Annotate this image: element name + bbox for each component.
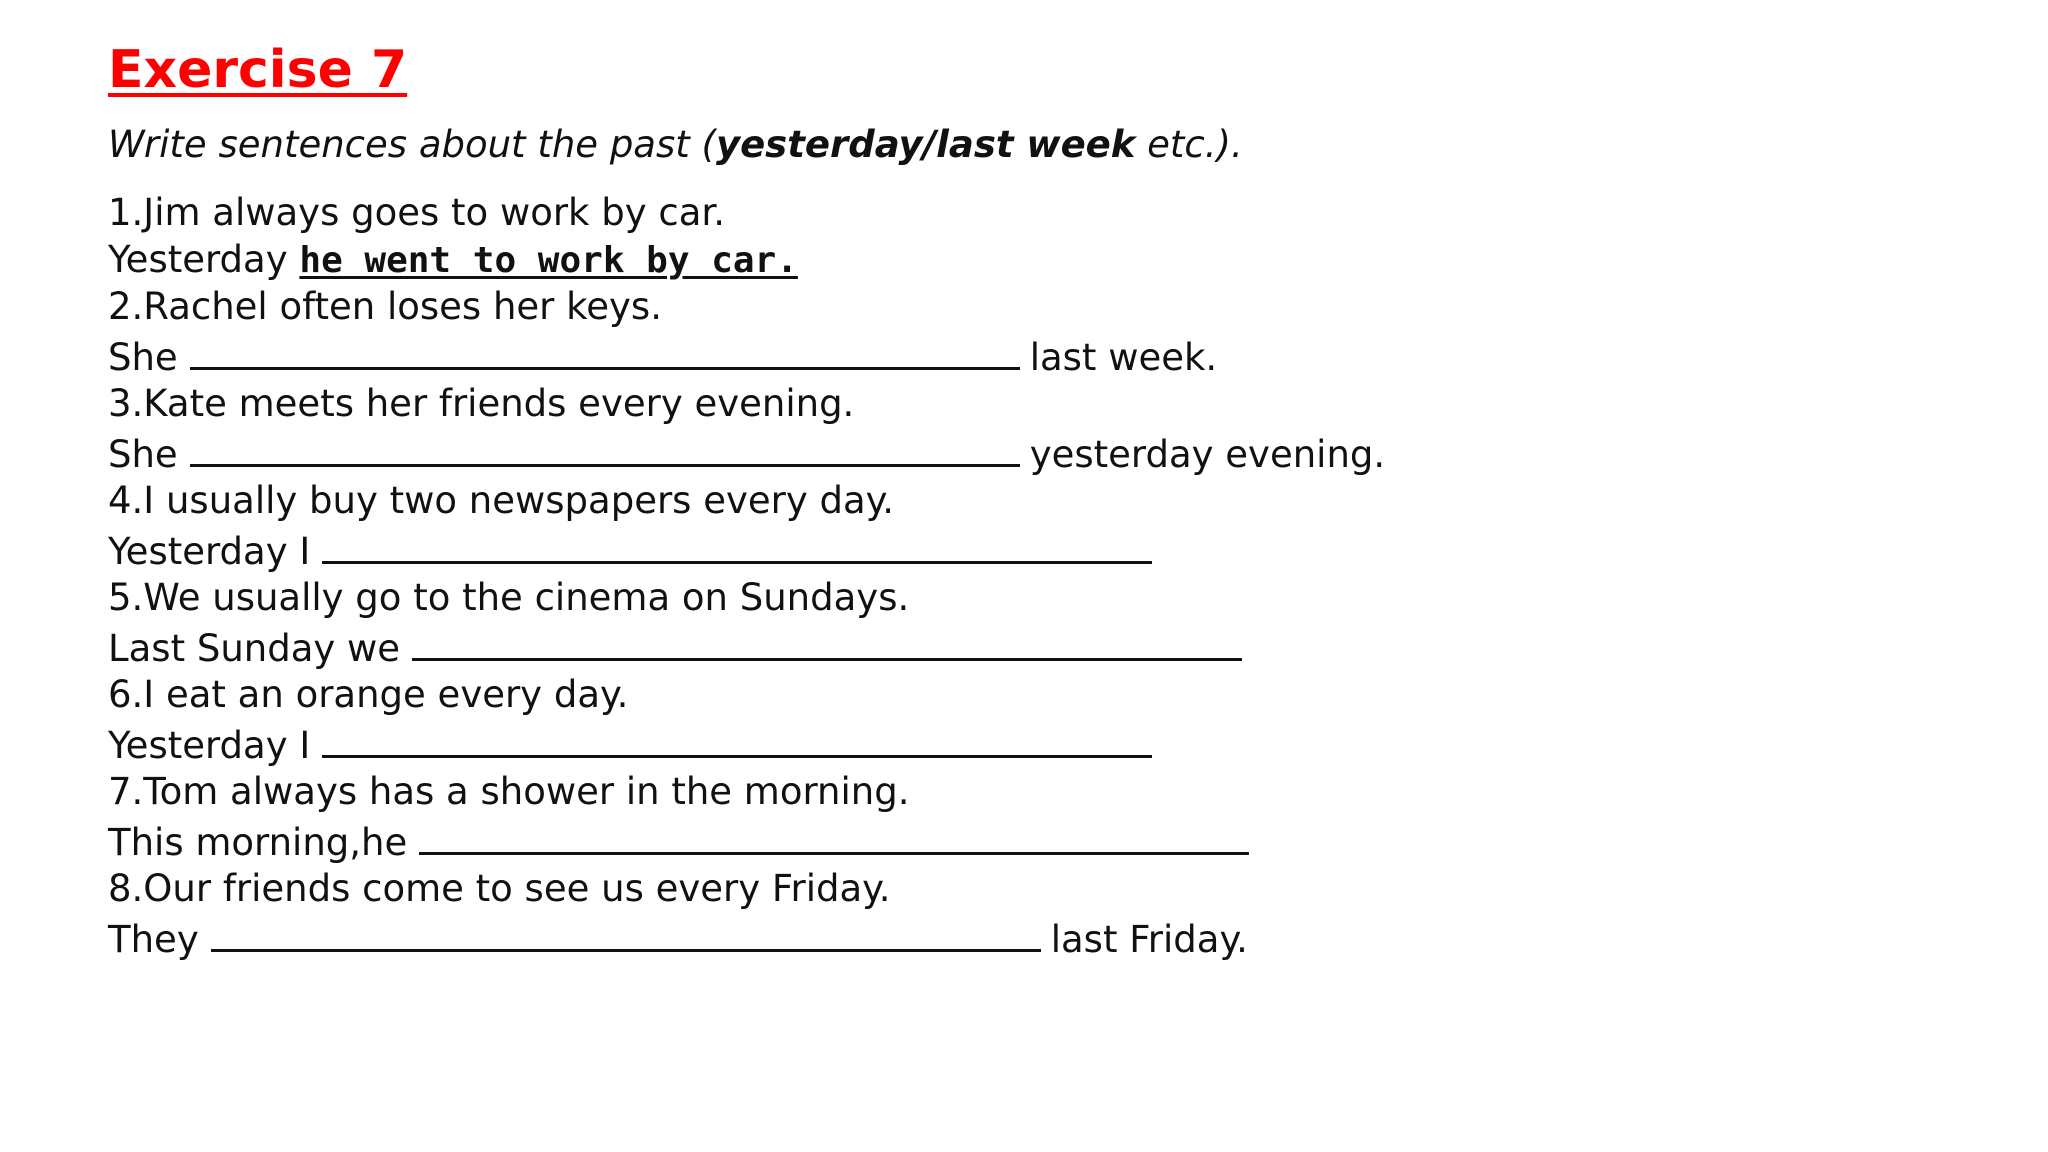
exercise-title: Exercise 7: [108, 40, 408, 100]
item-3-prompt: 3.Kate meets her friends every evening.: [108, 382, 855, 425]
item-2-answer-blank[interactable]: [190, 331, 1020, 370]
exercise-slide: [108, 36, 1988, 963]
item-7-answer-blank[interactable]: [419, 816, 1249, 855]
item-3-answer-blank[interactable]: [190, 428, 1020, 467]
item-1-example-answer: he went to work by car.: [299, 239, 798, 281]
item-5-answer-blank[interactable]: [412, 622, 1242, 661]
instruction-prefix: Write sentences about the past (: [108, 123, 716, 166]
item-7-prompt: 7.Tom always has a shower in the morning.: [108, 770, 910, 813]
item-1-prompt: 1.Jim always goes to work by car.: [108, 191, 725, 234]
item-1-lead: Yesterday: [108, 237, 300, 281]
item-8-prompt: 8.Our friends come to see us every Friday.: [108, 867, 891, 910]
item-6-prompt: 6.I eat an orange every day.: [108, 673, 629, 716]
item-8-answer-blank[interactable]: [211, 913, 1041, 952]
item-6-answer-line: [108, 719, 1988, 770]
item-4-lead: Yesterday I: [108, 529, 311, 573]
item-3-lead: She: [108, 432, 178, 476]
item-3-answer-line: [108, 428, 1988, 479]
item-1-answer-line: [108, 237, 1988, 285]
instruction-emphasis: yesterday/last week: [715, 123, 1136, 166]
item-6-lead: Yesterday I: [108, 723, 311, 767]
item-4-answer-line: [108, 525, 1988, 576]
item-2-tail: last week.: [1029, 335, 1218, 379]
item-7-lead: This morning,he: [108, 820, 408, 864]
exercise-instruction: [108, 120, 1988, 170]
item-8-answer-line: [108, 913, 1988, 964]
item-4-prompt: 4.I usually buy two newspapers every day.: [108, 479, 895, 522]
item-7-answer-line: [108, 816, 1988, 867]
item-8-lead: They: [108, 917, 199, 961]
item-2-prompt: 2.Rachel often loses her keys.: [108, 285, 662, 328]
item-6-answer-blank[interactable]: [322, 719, 1152, 758]
exercise-items: [108, 190, 1988, 963]
item-4-answer-blank[interactable]: [322, 525, 1152, 564]
item-3-tail: yesterday evening.: [1029, 432, 1386, 476]
item-2-lead: She: [108, 335, 178, 379]
item-2-answer-line: [108, 331, 1988, 382]
item-5-prompt: 5.We usually go to the cinema on Sundays.: [108, 576, 910, 619]
item-5-answer-line: [108, 622, 1988, 673]
instruction-suffix: etc.).: [1135, 123, 1243, 166]
item-5-lead: Last Sunday we: [108, 626, 401, 670]
item-8-tail: last Friday.: [1050, 917, 1248, 961]
